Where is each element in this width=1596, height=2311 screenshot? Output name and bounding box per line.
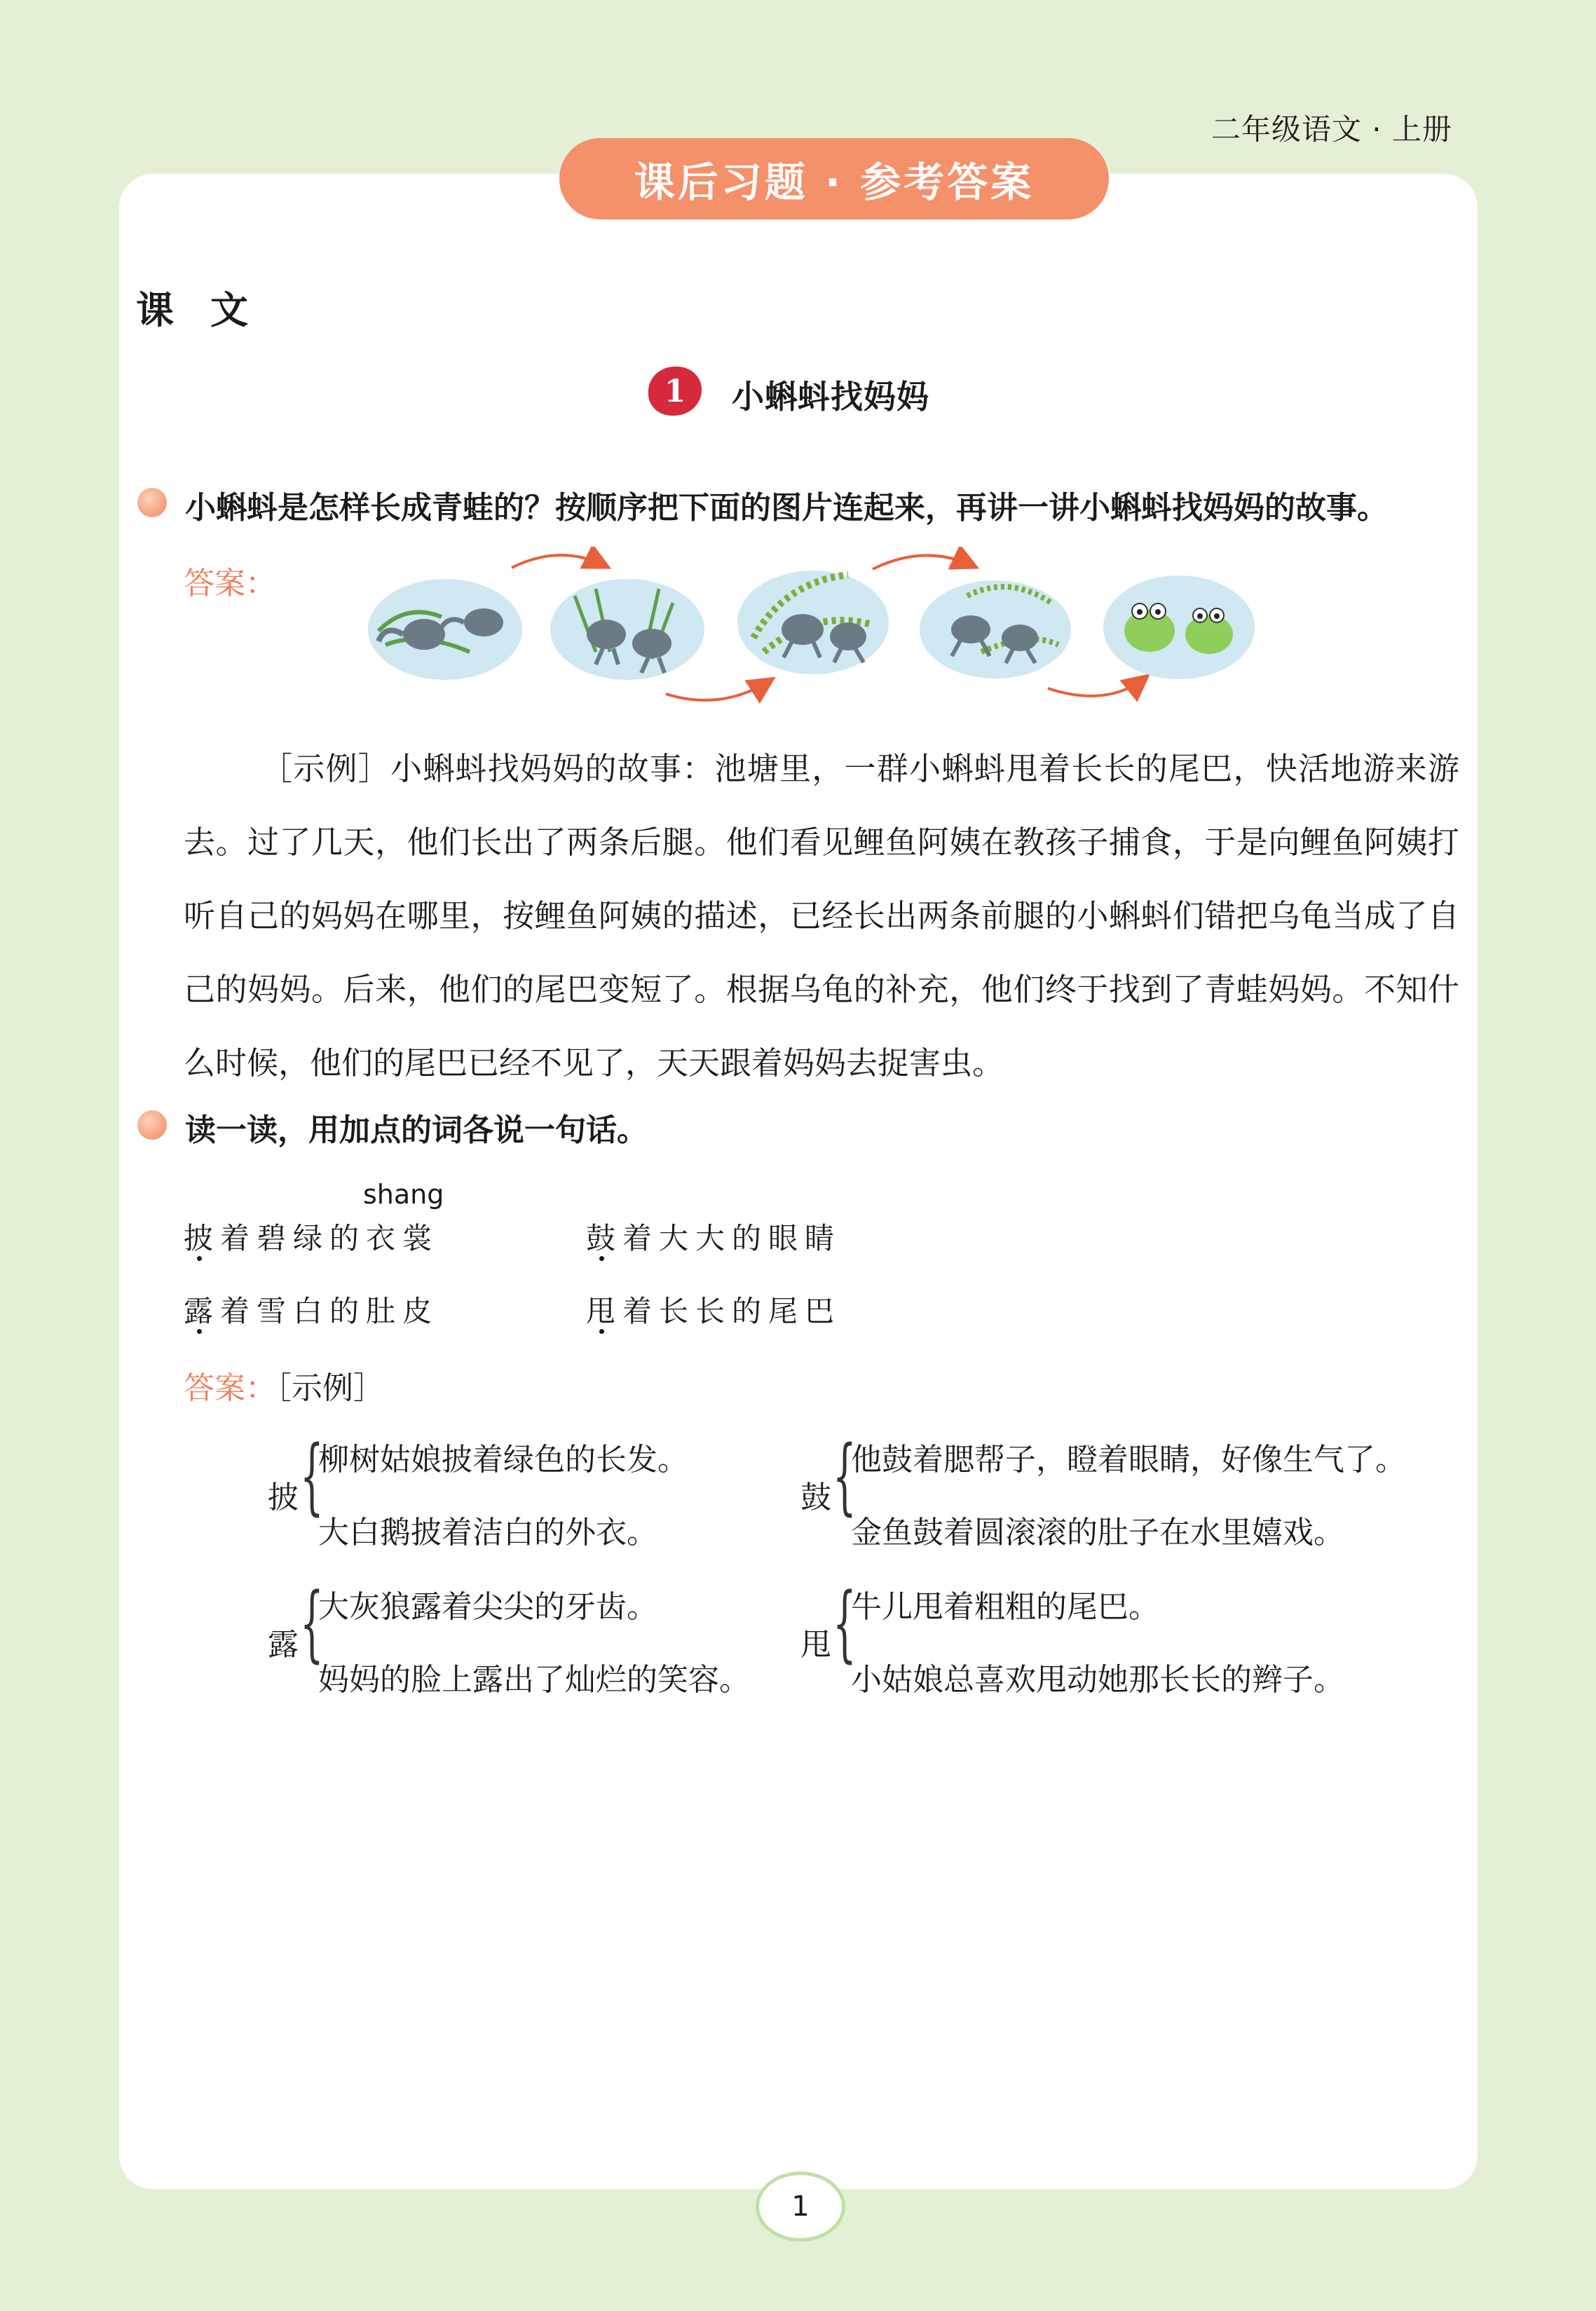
sentence: 大白鹅披着洁白的外衣。 [318,1515,657,1550]
sentence: 牛儿甩着粗粗的尾巴。 [851,1589,1159,1625]
emphasis-dot [599,1329,604,1334]
phrase-3: 露着雪白的肚皮 [184,1294,439,1328]
phrase-1: 披着碧绿的衣裳 [184,1221,439,1255]
page-number: 1 [756,2172,845,2242]
answer-label-1: 答案： [184,566,276,601]
page-banner: 课后习题 · 参考答案 [559,138,1109,219]
sentence: 小姑娘总喜欢甩动她那长长的辫子。 [851,1662,1344,1698]
emphasis-dot [197,1256,202,1261]
example-story [184,732,1459,1100]
arrow-icon [666,680,771,700]
page-card [119,174,1478,2189]
example-tag: ［示例］ [276,1370,384,1406]
example-tag: ［示例］ [261,750,390,787]
group-char-lu: 露 [268,1627,299,1663]
arrow-icon [512,555,606,568]
emphasis-dot [197,1329,202,1334]
tadpole-panel-4 [920,580,1071,679]
lesson-title: 小蝌蚪找妈妈 [732,378,929,416]
group-char-gu: 鼓 [800,1480,831,1515]
grade-label: 二年级语文 · 上册 [1210,112,1452,146]
bullet-icon [137,1110,167,1140]
tadpole-panel-1 [368,579,522,680]
sentence: 他鼓着腮帮子，瞪着眼睛，好像生气了。 [851,1442,1406,1478]
brace-icon: { [833,1427,857,1524]
sentence: 金鱼鼓着圆滚滚的肚子在水里嬉戏。 [851,1515,1344,1550]
brace-icon: { [300,1574,324,1671]
story-text: 小蝌蚪找妈妈的故事：池塘里，一群小蝌蚪甩着长长的尾巴，快活地游来游去。过了几天，他们长出了两条后腿。他们看见鲤鱼阿姨在教孩子捕食，于是向鲤鱼阿姨打听自己的妈妈在哪里，按鲤鱼阿姨的描述，已经长出两条前腿的小蝌蚪们错把乌龟当成了自己的妈妈。后来，他们的尾巴变短了。根据乌龟的补充，他们终于找到了青蛙妈妈。不知什么时候，他们的尾巴已经不见了，天天跟着妈妈去捉害虫。 [184,750,1459,1082]
lesson-number-badge: 1 [648,367,702,416]
sentence: 柳树姑娘披着绿色的长发。 [318,1442,688,1478]
phrase-4: 甩着长长的尾巴 [586,1294,842,1328]
arrow-icon [873,555,974,569]
sentence: 大灰狼露着尖尖的牙齿。 [318,1589,657,1625]
brace-icon: { [833,1574,857,1671]
tadpole-panel-3 [737,571,889,674]
group-char-shuai: 甩 [800,1627,831,1663]
tadpole-growth-illustration [364,547,1276,708]
question-1: 小蝌蚪是怎样长成青蛙的？按顺序把下面的图片连起来，再讲一讲小蝌蚪找妈妈的故事。 [185,490,1388,526]
answer-label-2: 答案：［示例］ [184,1370,384,1406]
brace-icon: { [300,1427,324,1524]
tadpole-panel-2 [550,579,704,680]
phrase-2: 鼓着大大的眼睛 [586,1221,842,1255]
pinyin-annotation: shang [363,1179,444,1210]
frog-panel-5 [1103,575,1255,679]
section-title: 课文 [136,288,285,332]
bullet-icon [137,488,167,517]
emphasis-dot [599,1256,604,1261]
arrow-icon [1048,677,1146,696]
question-2: 读一读，用加点的词各说一句话。 [185,1112,648,1148]
group-char-pi: 披 [268,1480,299,1515]
sentence: 妈妈的脸上露出了灿烂的笑容。 [318,1662,750,1698]
